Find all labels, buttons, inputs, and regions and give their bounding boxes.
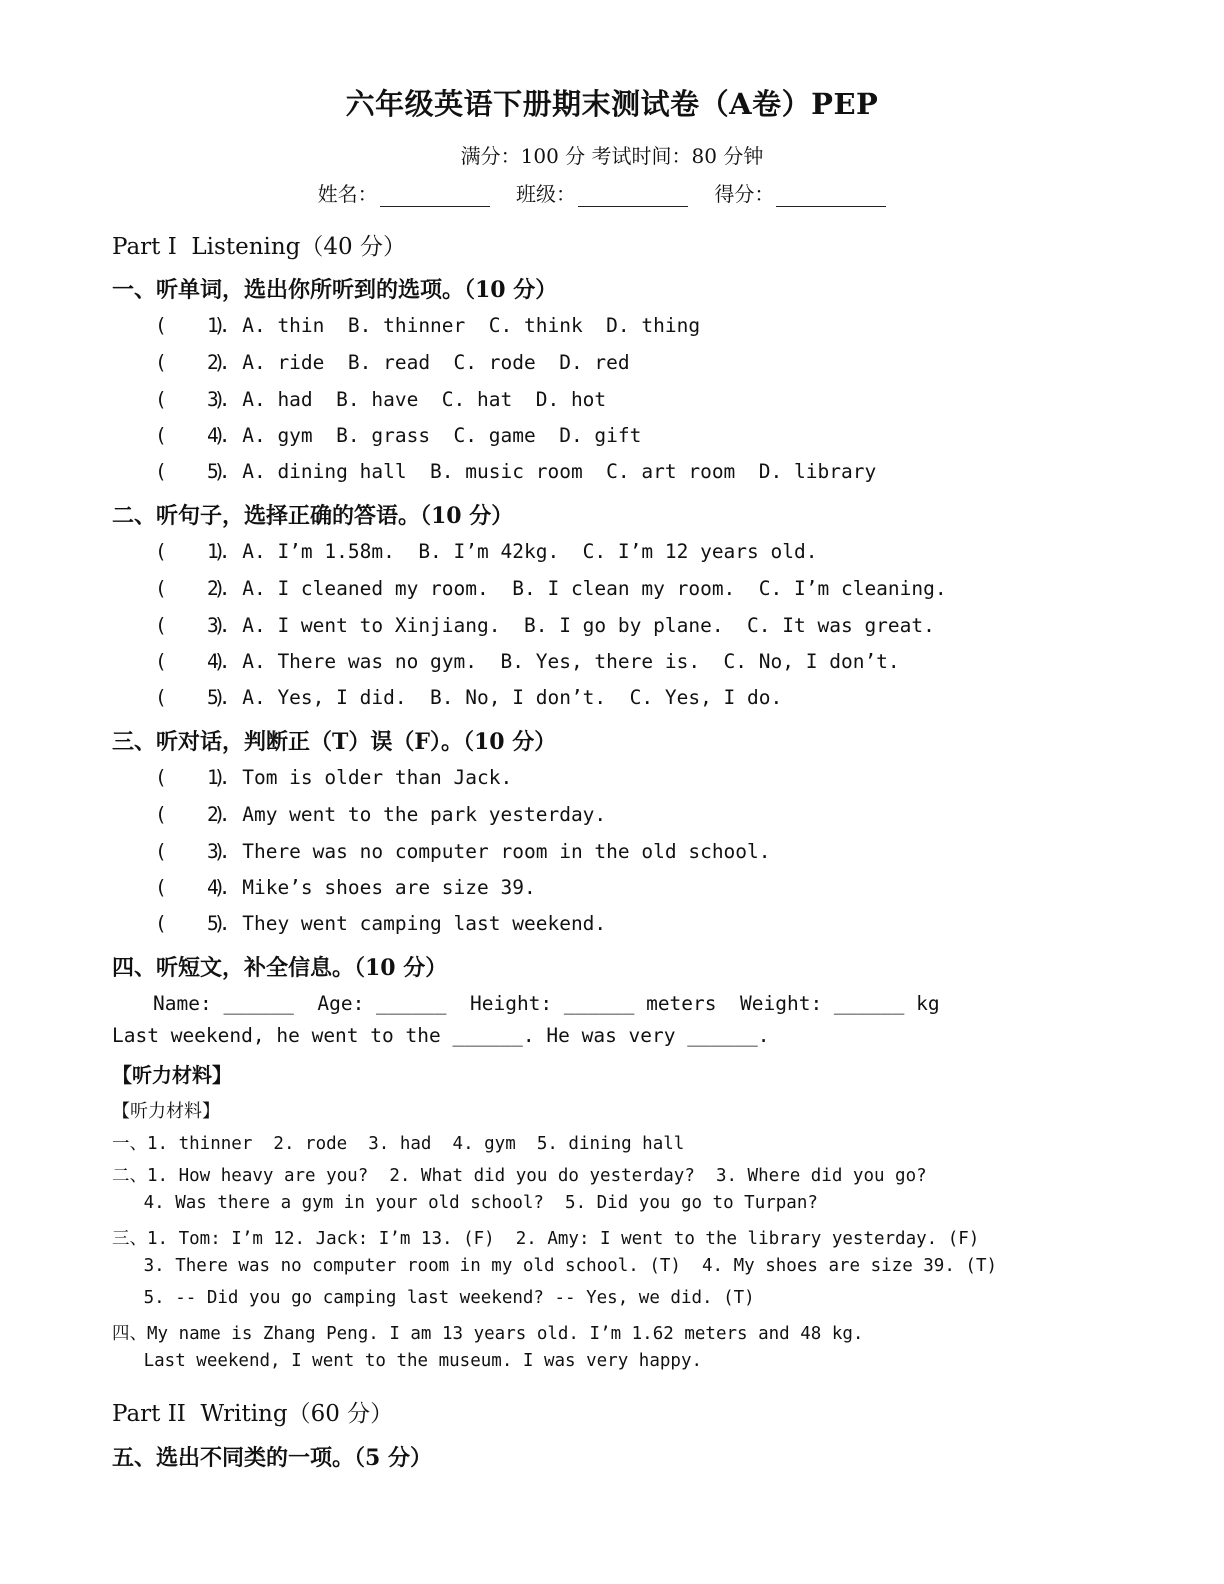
answer-paren[interactable]: ( ) bbox=[155, 803, 226, 826]
materials-heading: 【听力材料】 bbox=[112, 1101, 220, 1122]
answer-paren[interactable]: ( ) bbox=[155, 614, 226, 637]
answer-paren[interactable]: ( ) bbox=[155, 424, 226, 447]
answer-paren[interactable]: ( ) bbox=[155, 351, 226, 374]
student-info-line bbox=[0, 178, 1224, 207]
s1-item-4: ( )4. A. gym B. grass C. game D. gift bbox=[155, 424, 642, 447]
answer-paren[interactable]: ( ) bbox=[155, 840, 226, 863]
answer-paren[interactable]: ( ) bbox=[155, 388, 226, 411]
materials-line: 二、1. How heavy are you? 2. What did you do yesterday? 3. Where did you go? bbox=[112, 1166, 927, 1186]
name-blank[interactable] bbox=[380, 184, 490, 207]
answer-paren[interactable]: ( ) bbox=[155, 460, 226, 483]
page-title: 六年级英语下册期末测试卷（A卷）PEP bbox=[345, 87, 879, 121]
answer-paren[interactable]: ( ) bbox=[155, 650, 226, 673]
score-label: 得分： bbox=[714, 182, 775, 206]
section3-heading: 三、听对话，判断正（T）误（F）。（10 分） bbox=[112, 729, 557, 755]
materials-heading-bold: 【听力材料】 bbox=[112, 1063, 232, 1087]
answer-paren[interactable]: ( ) bbox=[155, 577, 226, 600]
s1-item-2: ( )2. A. ride B. read C. rode D. red bbox=[155, 351, 630, 374]
answer-paren[interactable]: ( ) bbox=[155, 686, 226, 709]
section5-heading: 五、选出不同类的一项。（5 分） bbox=[112, 1445, 432, 1471]
s1-item-5: ( )5. A. dining hall B. music room C. art room D. library bbox=[155, 460, 877, 483]
answer-paren[interactable]: ( ) bbox=[155, 540, 226, 563]
s4-info-line: Name: ______ Age: ______ Height: ______ meters Weight: ______ kg bbox=[153, 992, 940, 1015]
s3-item-1: ( )1. Tom is older than Jack. bbox=[155, 766, 513, 789]
part1-title: Part I Listening（40 分） bbox=[112, 234, 406, 260]
s3-item-5: ( )5. They went camping last weekend. bbox=[155, 912, 607, 935]
answer-paren[interactable]: ( ) bbox=[155, 314, 226, 337]
materials-line: 5. -- Did you go camping last weekend? -- Yes, we did. (T) bbox=[112, 1288, 755, 1308]
class-blank[interactable] bbox=[578, 184, 688, 207]
name-label: 姓名： bbox=[317, 182, 378, 206]
s2-item-3: ( )3. A. I went to Xinjiang. B. I go by plane. C. It was great. bbox=[155, 614, 935, 637]
section2-heading: 二、听句子，选择正确的答语。（10 分） bbox=[112, 503, 514, 529]
s1-item-3: ( )3. A. had B. have C. hat D. hot bbox=[155, 388, 607, 411]
materials-line: 三、1. Tom: I’m 12. Jack: I’m 13. (F) 2. Amy: I went to the library yesterday. (F) bbox=[112, 1229, 980, 1249]
materials-line: 一、1. thinner 2. rode 3. had 4. gym 5. dining hall bbox=[112, 1134, 685, 1154]
answer-paren[interactable]: ( ) bbox=[155, 876, 226, 899]
answer-paren[interactable]: ( ) bbox=[155, 912, 226, 935]
section4-heading: 四、听短文，补全信息。（10 分） bbox=[112, 955, 448, 981]
materials-line: 四、My name is Zhang Peng. I am 13 years old. I’m 1.62 meters and 48 kg. bbox=[112, 1324, 864, 1344]
s3-item-4: ( )4. Mike’s shoes are size 39. bbox=[155, 876, 536, 899]
s3-item-2: ( )2. Amy went to the park yesterday. bbox=[155, 803, 607, 826]
s3-item-3: ( )3. There was no computer room in the old school. bbox=[155, 840, 771, 863]
materials-line: Last weekend, I went to the museum. I was very happy. bbox=[112, 1351, 703, 1371]
s2-item-1: ( )1. A. I’m 1.58m. B. I’m 42kg. C. I’m 12 years old. bbox=[155, 540, 818, 563]
part2-title: Part II Writing（60 分） bbox=[112, 1401, 394, 1427]
s1-item-1: ( )1. A. thin B. thinner C. think D. thing bbox=[155, 314, 701, 337]
materials-line: 3. There was no computer room in my old school. (T) 4. My shoes are size 39. (T) bbox=[112, 1256, 998, 1276]
class-label: 班级： bbox=[516, 182, 576, 206]
s2-item-4: ( )4. A. There was no gym. B. Yes, there is. C. No, I don’t. bbox=[155, 650, 900, 673]
section1-heading: 一、听单词，选出你所听到的选项。（10 分） bbox=[112, 277, 558, 303]
materials-line: 4. Was there a gym in your old school? 5. Did you go to Turpan? bbox=[112, 1193, 818, 1213]
s2-item-2: ( )2. A. I cleaned my room. B. I clean my room. C. I’m cleaning. bbox=[155, 577, 947, 600]
s2-item-5: ( )5. A. Yes, I did. B. No, I don’t. C. Yes, I do. bbox=[155, 686, 783, 709]
s4-sentence-line: Last weekend, he went to the ______. He was very ______. bbox=[112, 1024, 770, 1047]
score-blank[interactable] bbox=[776, 184, 886, 207]
answer-paren[interactable]: ( ) bbox=[155, 766, 226, 789]
score-time-line: 满分：100 分 考试时间：80 分钟 bbox=[460, 144, 764, 168]
